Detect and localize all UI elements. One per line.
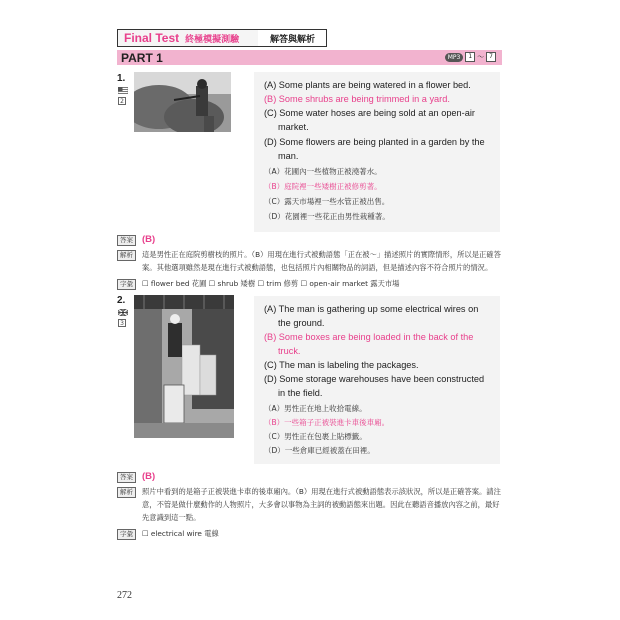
q2-option-b: (B) Some boxes are being loaded in the back of the (264, 332, 474, 342)
question-1-photo (134, 72, 231, 132)
mp3-badge: MP3 (445, 53, 464, 62)
mp3-track-indicator (445, 52, 496, 62)
question-2-options-box (254, 296, 500, 464)
q1-answer-tag: 答案 (117, 235, 136, 246)
question-2-track: 3 (118, 319, 126, 327)
q1-option-d-cont: man. (278, 151, 299, 161)
q1-translation-b: （B）庭院裡一些矮樹正被修剪著。 (264, 182, 382, 191)
track-end: 7 (486, 52, 496, 62)
q2-option-b-cont: truck. (278, 346, 301, 356)
q2-option-d-cont: in the field. (278, 388, 323, 398)
track-separator: ～ (477, 53, 485, 61)
q1-vocab-tag: 字彙 (117, 279, 136, 290)
q2-translation-a: （A）男性正在地上收拾電線。 (264, 404, 367, 413)
q2-vocab-tag: 字彙 (117, 529, 136, 540)
q2-translation-c: （C）男性正在包裹上貼標籤。 (264, 432, 367, 441)
q1-option-a: (A) Some plants are being watered in a flower bed. (264, 80, 471, 90)
q2-vocab: ☐ electrical wire 電線 (142, 529, 219, 538)
q2-translation-b: （B）一些箱子正被裝進卡車後車廂。 (264, 418, 390, 427)
question-1-options-box (254, 72, 500, 232)
q2-option-c: (C) The man is labeling the packages. (264, 360, 419, 370)
q2-explanation-line-2: 意，不管是做什麼動作的人物照片，大多會以事物為主詞的被動語態來出題。因此在聽語音播放內容之前，最好 (142, 500, 500, 509)
question-1-number: 1. (117, 73, 126, 84)
q2-explain-tag: 解析 (117, 487, 136, 498)
header-title-zh: 終極模擬測驗 (185, 34, 240, 45)
photo-man-loading-boxes (134, 295, 234, 438)
question-1-track: 2 (118, 97, 126, 105)
header-subtitle: 解答與解析 (270, 34, 316, 45)
q2-option-d: (D) Some storage warehouses have been constructed (264, 374, 485, 384)
header-title-area (118, 30, 258, 46)
q1-answer: (B) (142, 234, 156, 245)
q1-option-d: (D) Some flowers are being planted in a garden by the (264, 137, 485, 147)
q2-answer: (B) (142, 471, 156, 482)
q1-vocab: ☐ flower bed 花圃 ☐ shrub 矮樹 ☐ trim 修剪 ☐ open-air market 露天市場 (142, 279, 400, 288)
q1-explanation-line-2: 案。其他選項雖然是現在進行式被動語態，也包括照片內相關物品的詞語，但是描述內容不符合照片的情況。 (142, 263, 493, 272)
q2-explanation-line-3: 先意識到這一點。 (142, 513, 201, 522)
page-number: 272 (117, 590, 132, 601)
question-2-number: 2. (117, 295, 126, 306)
us-flag-icon (118, 87, 128, 94)
q1-option-c-cont: market. (278, 122, 309, 132)
q1-option-c: (C) Some water hoses are being sold at an open-air (264, 108, 475, 118)
q1-translation-d: （D）花園裡一些花正由男性栽種著。 (264, 212, 390, 221)
q1-explain-tag: 解析 (117, 250, 136, 261)
question-2-photo (134, 295, 234, 438)
q2-translation-d: （D）一些倉庫已經被蓋在田裡。 (264, 446, 375, 455)
part-bar (117, 50, 502, 65)
part-label: PART 1 (121, 50, 163, 65)
q1-option-b: (B) Some shrubs are being trimmed in a yard. (264, 94, 450, 104)
q1-explanation-line-1: 這是男性正在庭院剪樹枝的照片。（B）用現在進行式被動語態「正在被～」描述照片的實際情形，所以是正確答 (142, 250, 501, 259)
q1-translation-c: （C）露天市場裡一些水管正被出售。 (264, 197, 390, 206)
q2-explanation-line-1: 照片中看到的是箱子正被裝進卡車的後車廂內。（B）用現在進行式被動語態表示該狀況，所以是正確答案。請注 (142, 487, 501, 496)
q2-answer-tag: 答案 (117, 472, 136, 483)
uk-flag-icon (118, 309, 128, 316)
photo-man-trimming-shrubs (134, 72, 231, 132)
track-start: 1 (465, 52, 475, 62)
q1-translation-a: （A）花圃內一些植物正被澆著水。 (264, 167, 382, 176)
header-title-en: Final Test (124, 31, 180, 45)
q2-option-a-cont: the ground. (278, 318, 325, 328)
header-box (117, 29, 327, 47)
q2-option-a: (A) The man is gathering up some electrical wires on (264, 304, 479, 314)
